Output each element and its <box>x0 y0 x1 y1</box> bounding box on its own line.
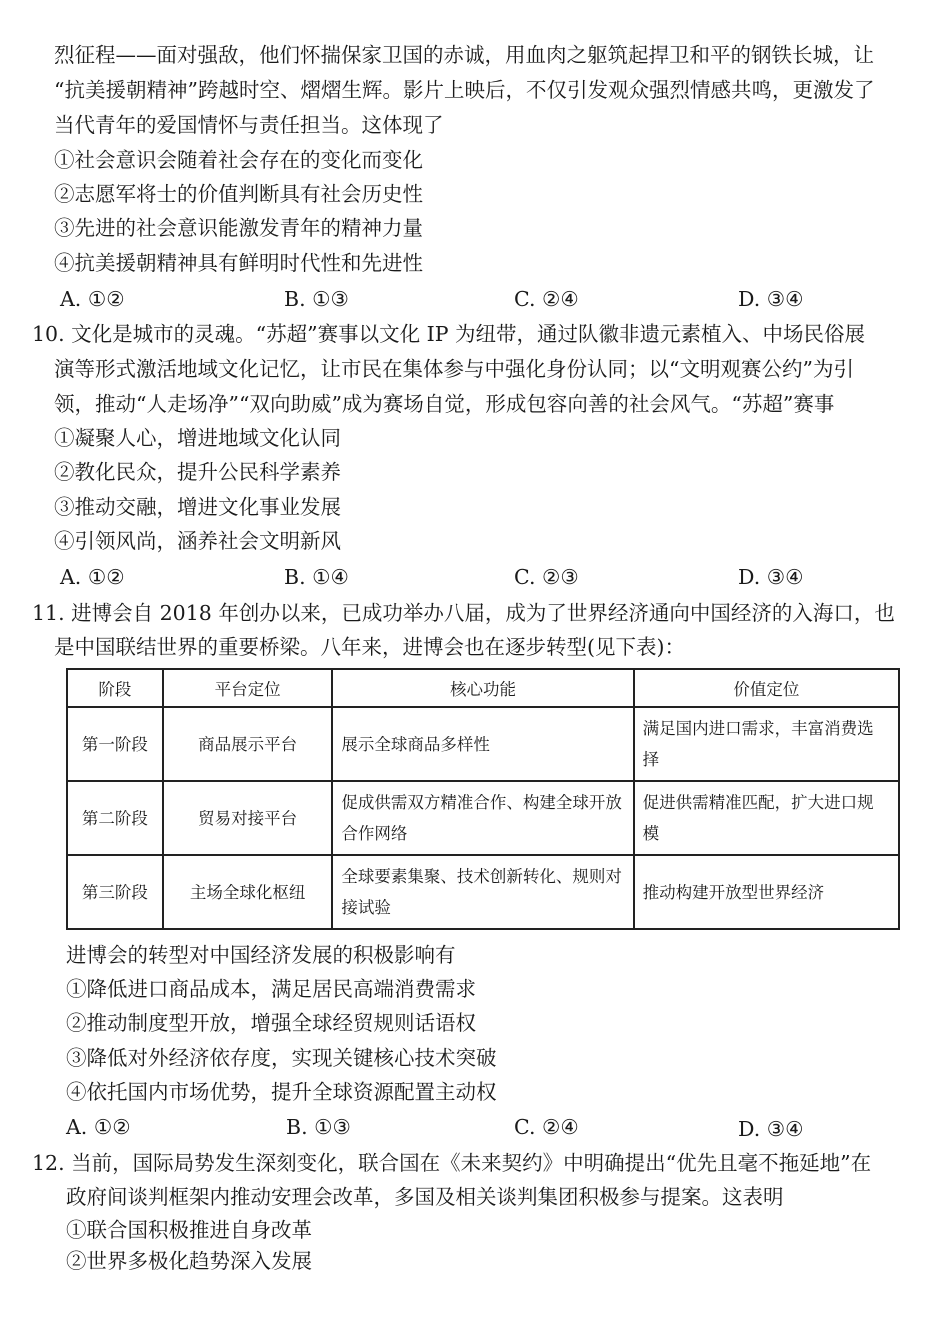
q10-statement-4: ④引领风尚，涵养社会文明新风 <box>54 529 341 553</box>
table-row <box>67 781 899 855</box>
table-cell: 贸易对接平台 <box>163 781 333 855</box>
table-header-cell: 阶段 <box>67 669 163 707</box>
q10-option-d[interactable]: D. ③④ <box>738 565 804 589</box>
q10-option-b[interactable]: B. ①④ <box>284 565 349 589</box>
intro-option-b[interactable]: B. ①③ <box>284 287 349 311</box>
table-header-cell: 核心功能 <box>332 669 633 707</box>
transformation-table <box>66 668 900 930</box>
q10-line-3: 领，推动“人走场净”“双向助威”成为赛场自觉，形成包容向善的社会风气。“苏超”赛事 <box>54 392 835 416</box>
q11-statement-3: ③降低对外经济依存度，实现关键核心技术突破 <box>66 1046 497 1070</box>
q10-line-1: 10. 文化是城市的灵魂。“苏超”赛事以文化 IP 为纽带，通过队徽非遗元素植入、中场民俗展 <box>32 322 866 346</box>
table-cell: 第二阶段 <box>67 781 163 855</box>
table-cell: 第三阶段 <box>67 855 163 929</box>
q11-option-b[interactable]: B. ①③ <box>286 1115 351 1139</box>
table-header-cell: 平台定位 <box>163 669 333 707</box>
q10-option-a[interactable]: A. ①② <box>60 565 125 589</box>
intro-statement-3: ③先进的社会意识能激发青年的精神力量 <box>54 216 423 240</box>
q11-option-d[interactable]: D. ③④ <box>738 1117 804 1141</box>
table-cell: 展示全球商品多样性 <box>332 707 633 781</box>
table-header-row <box>67 669 899 707</box>
intro-line-2: “抗美援朝精神”跨越时空、熠熠生辉。影片上映后，不仅引发观众强烈情感共鸣，更激发了 <box>54 78 875 102</box>
q10-statement-3: ③推动交融，增进文化事业发展 <box>54 495 341 519</box>
q11-option-a[interactable]: A. ①② <box>66 1115 131 1139</box>
intro-line-1: 烈征程——面对强敌，他们怀揣保家卫国的赤诚，用血肉之躯筑起捍卫和平的钢铁长城，让 <box>54 43 874 67</box>
q12-statement-2: ②世界多极化趋势深入发展 <box>66 1249 312 1273</box>
table-row <box>67 707 899 781</box>
q10-statement-1: ①凝聚人心，增进地域文化认同 <box>54 426 341 450</box>
intro-option-a[interactable]: A. ①② <box>60 287 125 311</box>
q11-line-1: 11. 进博会自 2018 年创办以来，已成功举办八届，成为了世界经济通向中国经济的入海口，也 <box>32 601 895 625</box>
q11-line-2: 是中国联结世界的重要桥梁。八年来，进博会也在逐步转型(见下表)： <box>54 635 685 659</box>
intro-line-3: 当代青年的爱国情怀与责任担当。这体现了 <box>54 113 444 137</box>
table-cell: 促成供需双方精准合作、构建全球开放合作网络 <box>332 781 633 855</box>
intro-option-d[interactable]: D. ③④ <box>738 287 804 311</box>
q11-statement-2: ②推动制度型开放，增强全球经贸规则话语权 <box>66 1011 476 1035</box>
q11-option-c[interactable]: C. ②④ <box>514 1115 579 1139</box>
q12-line-2: 政府间谈判框架内推动安理会改革，多国及相关谈判集团积极参与提案。这表明 <box>66 1185 784 1209</box>
q11-prompt: 进博会的转型对中国经济发展的积极影响有 <box>66 943 456 967</box>
q10-option-c[interactable]: C. ②③ <box>514 565 579 589</box>
q12-statement-1: ①联合国积极推进自身改革 <box>66 1218 312 1242</box>
table-cell: 第一阶段 <box>67 707 163 781</box>
q11-statement-1: ①降低进口商品成本，满足居民高端消费需求 <box>66 977 476 1001</box>
table-cell: 满足国内进口需求，丰富消费选择 <box>634 707 899 781</box>
intro-statement-4: ④抗美援朝精神具有鲜明时代性和先进性 <box>54 251 423 275</box>
q10-line-2: 演等形式激活地域文化记忆，让市民在集体参与中强化身份认同；以“文明观赛公约”为引 <box>54 357 854 381</box>
intro-option-c[interactable]: C. ②④ <box>514 287 579 311</box>
table-cell: 商品展示平台 <box>163 707 333 781</box>
table-cell: 全球要素集聚、技术创新转化、规则对接试验 <box>332 855 633 929</box>
intro-statement-1: ①社会意识会随着社会存在的变化而变化 <box>54 148 423 172</box>
table-cell: 主场全球化枢纽 <box>163 855 333 929</box>
table-cell: 促进供需精准匹配，扩大进口规模 <box>634 781 899 855</box>
q10-statement-2: ②教化民众，提升公民科学素养 <box>54 460 341 484</box>
q12-line-1: 12. 当前，国际局势发生深刻变化，联合国在《未来契约》中明确提出“优先且毫不拖延地”在 <box>32 1151 872 1175</box>
table-row <box>67 855 899 929</box>
table-cell: 推动构建开放型世界经济 <box>634 855 899 929</box>
intro-statement-2: ②志愿军将士的价值判断具有社会历史性 <box>54 182 423 206</box>
table-header-cell: 价值定位 <box>634 669 899 707</box>
q11-statement-4: ④依托国内市场优势，提升全球资源配置主动权 <box>66 1080 497 1104</box>
